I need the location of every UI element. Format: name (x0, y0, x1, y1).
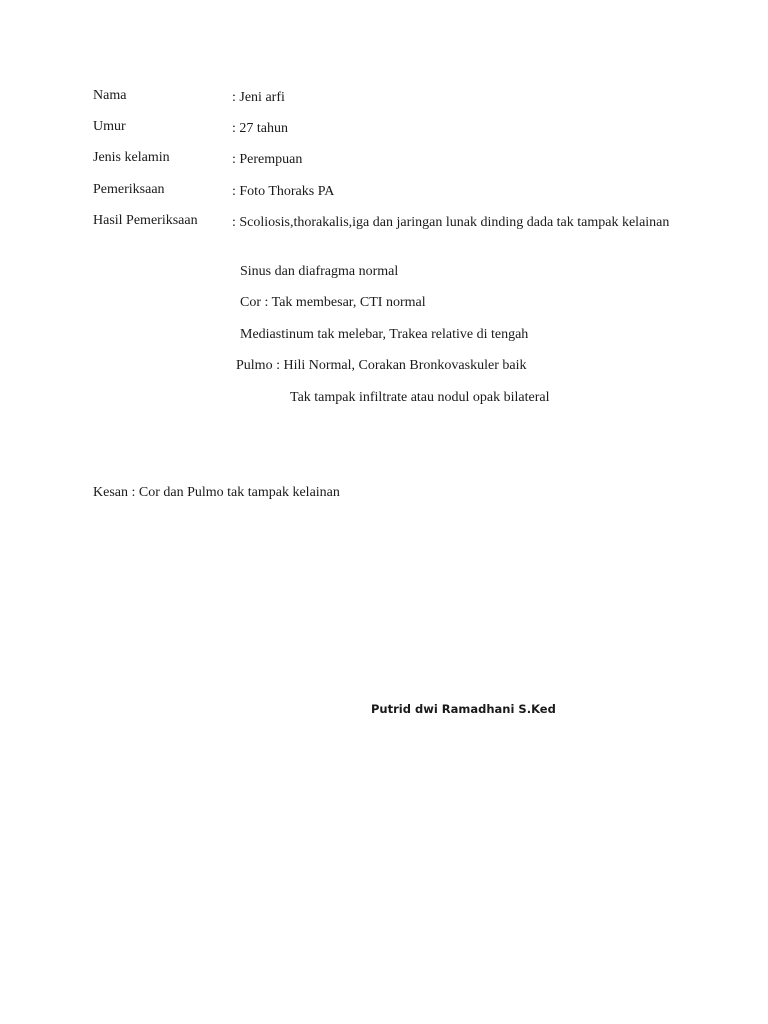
field-label: Hasil Pemeriksaan (93, 213, 198, 228)
field-value: : Scoliosis,thorakalis,iga dan jaringan lunak dinding dada tak tampak kelainan (232, 215, 670, 230)
finding-pulmo: Pulmo : Hili Normal, Corakan Bronkovaskuler baik (236, 358, 527, 373)
signature-name: Putrid dwi Ramadhani S.Ked (371, 702, 556, 716)
finding-cor: Cor : Tak membesar, CTI normal (240, 295, 426, 310)
field-value: : 27 tahun (232, 121, 288, 136)
kesan-conclusion: Kesan : Cor dan Pulmo tak tampak kelainan (93, 485, 340, 500)
field-value: : Perempuan (232, 152, 303, 167)
field-label: Nama (93, 88, 127, 103)
finding-sinus: Sinus dan diafragma normal (240, 264, 399, 279)
finding-infiltrate: Tak tampak infiltrate atau nodul opak bilateral (290, 390, 550, 405)
field-label: Umur (93, 119, 126, 134)
finding-mediastinum: Mediastinum tak melebar, Trakea relative di tengah (240, 327, 529, 342)
field-label: Jenis kelamin (93, 150, 170, 165)
field-value: : Foto Thoraks PA (232, 184, 335, 199)
field-label: Pemeriksaan (93, 182, 165, 197)
field-value: : Jeni arfi (232, 90, 285, 105)
